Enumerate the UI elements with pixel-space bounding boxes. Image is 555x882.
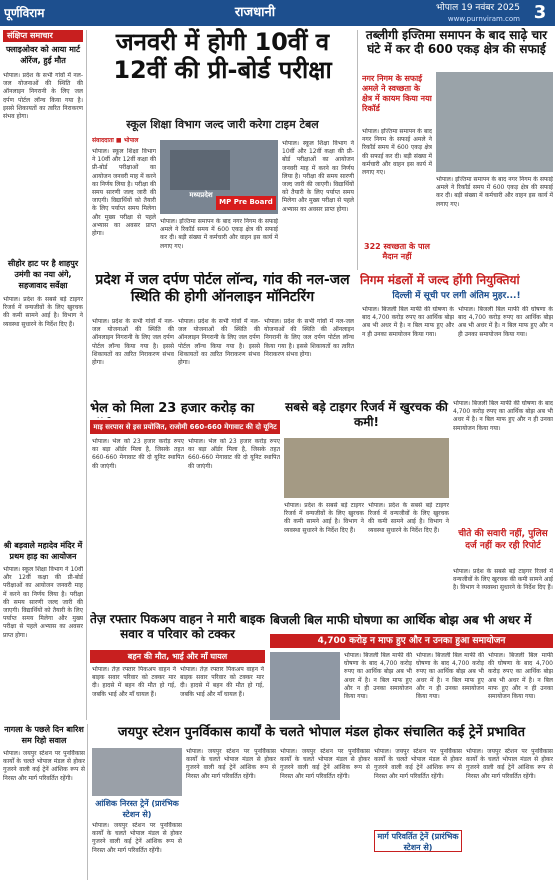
cheetah-text: भोपाल। प्रदेश के सबसे बड़े टाइगर रिजर्व में वन्यजीवों के लिए खुरचक की कमी सामने आई है। विभाग ने व्यवस्था सुधारने के निर्देश दिए हैं।: [453, 568, 553, 592]
ijtima-stat-headline: 322 स्वच्छता के पाल मैदान नहीं: [364, 242, 430, 261]
column-rule: [357, 30, 358, 270]
lead-photo: [160, 140, 278, 214]
tiger-photo: [284, 438, 449, 498]
jal-darpan-text-2: भोपाल। प्रदेश के सभी गांवों में नल-जल योजनाओं की स्थिति की ऑनलाइन निगरानी के लिए जल दर्पण पोर्टल लॉन्च किया गया है। इससे शिकायतों का त्वरित निराकरण संभव होगा।: [178, 318, 260, 367]
ijtima-text-2: भोपाल। इज्तिमा समापन के बाद नगर निगम के सफाई अमले ने रिकॉर्ड समय में 600 एकड़ क्षेत्र की सफाई कर दी। बड़ी संख्या में कर्मचारी और वाहन इस कार्य में लगाए गए।: [436, 176, 553, 208]
jal-darpan-text-3: भोपाल। प्रदेश के सभी गांवों में नल-जल योजनाओं की स्थिति की ऑनलाइन निगरानी के लिए जल दर्पण पोर्टल लॉन्च किया गया है। इससे शिकायतों का त्वरित निराकरण संभव होगा।: [264, 318, 354, 358]
column-rule: [87, 724, 88, 880]
sidebar-title: संक्षिप्त समाचार: [3, 30, 83, 42]
building-name: मध्यप्रदेश: [189, 191, 213, 199]
railway-text-2: भोपाल। जयपुर स्टेशन पर पुनर्विकास कार्यों के चलते भोपाल मंडल से होकर गुजरने वाली कई ट्रेनें आंशिक रूप से निरस्त और मार्ग परिवर्तित रहेंगी।: [280, 748, 370, 780]
bhel-redbar: माइ सरपास से इस प्रयोजित, राजोमी 660-660 मेगावाट की दो यूनिट: [90, 420, 280, 434]
bijli-text-1: भोपाल। बिजली बिल माफी की घोषणा के बाद 4,700 करोड़ रुपए का आर्थिक बोझ अब भी अधर में है। न बिल माफ हुए और न ही उनका समायोजन किया गया।: [344, 652, 412, 701]
lead-text-col2: भोपाल। इज्तिमा समापन के बाद नगर निगम के सफाई अमले ने रिकॉर्ड समय में 600 एकड़ क्षेत्र की सफाई कर दी। बड़ी संख्या में कर्मचारी और वाहन इस कार्य में लगाए गए।: [160, 218, 278, 250]
lead-headline: जनवरी में होगी 10वीं व 12वीं की प्री-बोर्ड परीक्षा: [113, 28, 332, 84]
bijli-redbar: 4,700 करोड़ न माफ हुए और न उनका हुआ समायोजन: [270, 634, 553, 648]
lead-subhead: स्कूल शिक्षा विभाग जल्द जारी करेगा टाइम टेबल: [126, 118, 319, 131]
cheetah-headline: चीते की सवारी नहीं, पुलिस दर्ज नहीं कर रही रिपोर्ट: [458, 529, 548, 551]
bijli-headline: बिजली बिल माफी घोषणा का आर्थिक बोझ अब भी अधर में: [270, 613, 532, 627]
website-url[interactable]: www.purnviram.com: [447, 15, 520, 23]
lead-byline: संवाददाता ■ भोपाल: [92, 137, 139, 144]
bijli-photo: [270, 652, 340, 720]
pickup-headline: तेज़ रफ्तार पिकअप वाहन ने मारी बाइक सवार व परिवार को टक्कर: [90, 612, 265, 641]
column-rule: [86, 30, 87, 720]
sidebar-text-2: भोपाल। प्रदेश के सबसे बड़े टाइगर रिजर्व में वन्यजीवों के लिए खुरचक की कमी सामने आई है। विभाग ने व्यवस्था सुधारने के निर्देश दिए हैं।: [3, 296, 83, 328]
railway-headline: जयपुर स्टेशन पुनर्विकास कार्यों के चलते भोपाल मंडल होकर संचालित कई ट्रेनें प्रभावित: [117, 725, 526, 740]
page-number: 3: [533, 2, 547, 23]
railway-box1-title: आंशिक निरस्त ट्रेनें (प्रारंभिक स्टेशन से): [95, 799, 179, 819]
sidebar-headline-1: फ्लाइओवर को आया मार्ट ऑरेंज, हुई मौत: [5, 45, 81, 65]
nigam-mandal-text-1: भोपाल। बिजली बिल माफी की घोषणा के बाद 4,700 करोड़ रुपए का आर्थिक बोझ अब भी अधर में है। न बिल माफ हुए और न ही उनका समायोजन किया गया।: [362, 306, 454, 338]
ijtima-headline: तब्लीगी इज्तिमा समापन के बाद साढ़े चार घंटे में कर दी 600 एकड़ क्षेत्र की सफाई: [365, 28, 548, 56]
pickup-text-1: भोपाल। तेज़ रफ्तार पिकअप वाहन ने बाइक सवार परिवार को टक्कर मार दी। हादसे में बहन की मौत हो गई, जबकि भाई और माँ घायल हैं।: [92, 666, 176, 698]
bhel-headline: भेल को मिला 23 हजार करोड़ का: [90, 401, 255, 416]
ijtima-photo: [436, 72, 553, 172]
tiger-text-2: भोपाल। प्रदेश के सबसे बड़े टाइगर रिजर्व में वन्यजीवों के लिए खुरचक की कमी सामने आई है। विभाग ने व्यवस्था सुधारने के निर्देश दिए हैं।: [368, 502, 449, 534]
lead-text-col1: भोपाल। स्कूल शिक्षा विभाग ने 10वीं और 12वीं कक्षा की प्री-बोर्ड परीक्षाओं का आयोजन जनवरी माह में करने का निर्णय लिया है। परीक्षा की समय सारणी जल्द जारी की जाएगी। विद्यार्थियों को तैयारी के लिए पर्याप्त समय मिलेगा और मुख्य परीक्षा से पहले अभ्यास का अवसर प्राप्त होगा।: [92, 148, 156, 238]
railway-text-1: भोपाल। जयपुर स्टेशन पर पुनर्विकास कार्यों के चलते भोपाल मंडल से होकर गुजरने वाली कई ट्रेनें आंशिक रूप से निरस्त और मार्ग परिवर्तित रहेंगी।: [186, 748, 276, 780]
sidebar-text-1: भोपाल। प्रदेश के सभी गांवों में नल-जल योजनाओं की स्थिति की ऑनलाइन निगरानी के लिए जल दर्पण पोर्टल लॉन्च किया गया है। इससे शिकायतों का त्वरित निराकरण संभव होगा।: [3, 72, 83, 121]
railway-box2-title: मार्ग परिवर्तित ट्रेनें (प्रारंभिक स्टेशन से): [374, 830, 462, 852]
railway-box1-text: भोपाल। जयपुर स्टेशन पर पुनर्विकास कार्यों के चलते भोपाल मंडल से होकर गुजरने वाली कई ट्रेनें आंशिक रूप से निरस्त और मार्ग परिवर्तित रहेंगी।: [92, 822, 182, 854]
bhel-text-1: भोपाल। भेल को 23 हजार करोड़ रुपए का बड़ा ऑर्डर मिला है, जिसके तहत 660-660 मेगावाट की दो यूनिट स्थापित की जाएंगी।: [92, 438, 184, 470]
sidebar-headline-4: नागला के पछले दिन बारिश सम रिहो सवाल: [4, 725, 84, 745]
pickup-redbar: बहन की मौत, भाई और माँ घायल: [90, 650, 265, 663]
issue-date: भोपाल 19 नवंबर 2025: [436, 3, 520, 13]
paper-name: पूर्णविराम: [4, 6, 45, 20]
jal-darpan-text-1: भोपाल। प्रदेश के सभी गांवों में नल-जल योजनाओं की स्थिति की ऑनलाइन निगरानी के लिए जल दर्पण पोर्टल लॉन्च किया गया है। इससे शिकायतों का त्वरित निराकरण संभव होगा।: [92, 318, 174, 367]
section-title: राजधानी: [234, 5, 276, 20]
right-column-text: भोपाल। बिजली बिल माफी की घोषणा के बाद 4,700 करोड़ रुपए का आर्थिक बोझ अब भी अधर में है। न बिल माफ हुए और न ही उनका समायोजन किया गया।: [453, 400, 553, 432]
nigam-mandal-text-2: भोपाल। बिजली बिल माफी की घोषणा के बाद 4,700 करोड़ रुपए का आर्थिक बोझ अब भी अधर में है। न बिल माफ हुए और न ही उनका समायोजन किया गया।: [458, 306, 553, 338]
tiger-headline: सबसे बड़े टाइगर रिजर्व में खुरचक की कमी!: [285, 400, 448, 429]
pickup-text-2: भोपाल। तेज़ रफ्तार पिकअप वाहन ने बाइक सवार परिवार को टक्कर मार दी। हादसे में बहन की मौत हो गई, जबकि भाई और माँ घायल हैं।: [180, 666, 264, 698]
jal-darpan-headline: प्रदेश में जल दर्पण पोर्टल लॉन्च, गांव की नल-जल स्थिति की होगी ऑनलाइन मॉनिटरिंग: [95, 272, 350, 305]
bijli-text-2: भोपाल। बिजली बिल माफी की घोषणा के बाद 4,700 करोड़ रुपए का आर्थिक बोझ अब भी अधर में है। न बिल माफ हुए और न ही उनका समायोजन किया गया।: [416, 652, 484, 701]
sidebar-headline-2: सीहोर हाट पर है शाहपुर उमंगी का नया अंगे, सहजावाद सर्वेक्षा: [7, 259, 79, 290]
ijtima-subhead: नगर निगम के सफाई अमले ने स्वच्छता के क्षेत्र में कायम किया नया रिकॉर्ड: [362, 74, 432, 113]
tiger-text-1: भोपाल। प्रदेश के सबसे बड़े टाइगर रिजर्व में वन्यजीवों के लिए खुरचक की कमी सामने आई है। विभाग ने व्यवस्था सुधारने के निर्देश दिए हैं।: [284, 502, 364, 534]
ijtima-text: भोपाल। इज्तिमा समापन के बाद नगर निगम के सफाई अमले ने रिकॉर्ड समय में 600 एकड़ क्षेत्र की सफाई कर दी। बड़ी संख्या में कर्मचारी और वाहन इस कार्य में लगाए गए।: [362, 128, 432, 177]
railway-text-4: भोपाल। जयपुर स्टेशन पर पुनर्विकास कार्यों के चलते भोपाल मंडल से होकर गुजरने वाली कई ट्रेनें आंशिक रूप से निरस्त और मार्ग परिवर्तित रहेंगी।: [466, 748, 553, 780]
sidebar-text-4: भोपाल। जयपुर स्टेशन पर पुनर्विकास कार्यों के चलते भोपाल मंडल से होकर गुजरने वाली कई ट्रेनें आंशिक रूप से निरस्त और मार्ग परिवर्तित रहेंगी।: [3, 750, 85, 782]
mp-pre-board-badge: MP Pre Board: [216, 196, 276, 210]
nigam-mandal-subhead: दिल्ली में सूची पर लगी अंतिम मुहर...!: [392, 291, 521, 301]
nigam-mandal-headline: निगम मंडलों में जल्द होंगी नियुक्तियां: [360, 273, 520, 287]
railway-text-3: भोपाल। जयपुर स्टेशन पर पुनर्विकास कार्यों के चलते भोपाल मंडल से होकर गुजरने वाली कई ट्रेनें आंशिक रूप से निरस्त और मार्ग परिवर्तित रहेंगी।: [374, 748, 462, 780]
railway-photo: [92, 748, 182, 796]
bhel-text-2: भोपाल। भेल को 23 हजार करोड़ रुपए का बड़ा ऑर्डर मिला है, जिसके तहत 660-660 मेगावाट की दो यूनिट स्थापित की जाएंगी।: [188, 438, 280, 470]
bijli-text-3: भोपाल। बिजली बिल माफी की घोषणा के बाद 4,700 करोड़ रुपए का आर्थिक बोझ अब भी अधर में है। न बिल माफ हुए और न ही उनका समायोजन किया गया।: [488, 652, 553, 701]
building-shape: [170, 150, 230, 190]
sidebar-text-3: भोपाल। स्कूल शिक्षा विभाग ने 10वीं और 12वीं कक्षा की प्री-बोर्ड परीक्षाओं का आयोजन जनवरी माह में करने का निर्णय लिया है। परीक्षा की समय सारणी जल्द जारी की जाएगी। विद्यार्थियों को तैयारी के लिए पर्याप्त समय मिलेगा और मुख्य परीक्षा से पहले अभ्यास का अवसर प्राप्त होगा।: [3, 566, 83, 639]
sidebar-headline-3: श्री बड़वाले महादेव मंदिर में प्रथम हाड़ का आयोजन: [3, 541, 83, 561]
lead-text-col3: भोपाल। स्कूल शिक्षा विभाग ने 10वीं और 12वीं कक्षा की प्री-बोर्ड परीक्षाओं का आयोजन जनवरी माह में करने का निर्णय लिया है। परीक्षा की समय सारणी जल्द जारी की जाएगी। विद्यार्थियों को तैयारी के लिए पर्याप्त समय मिलेगा और मुख्य परीक्षा से पहले अभ्यास का अवसर प्राप्त होगा।: [282, 140, 354, 213]
